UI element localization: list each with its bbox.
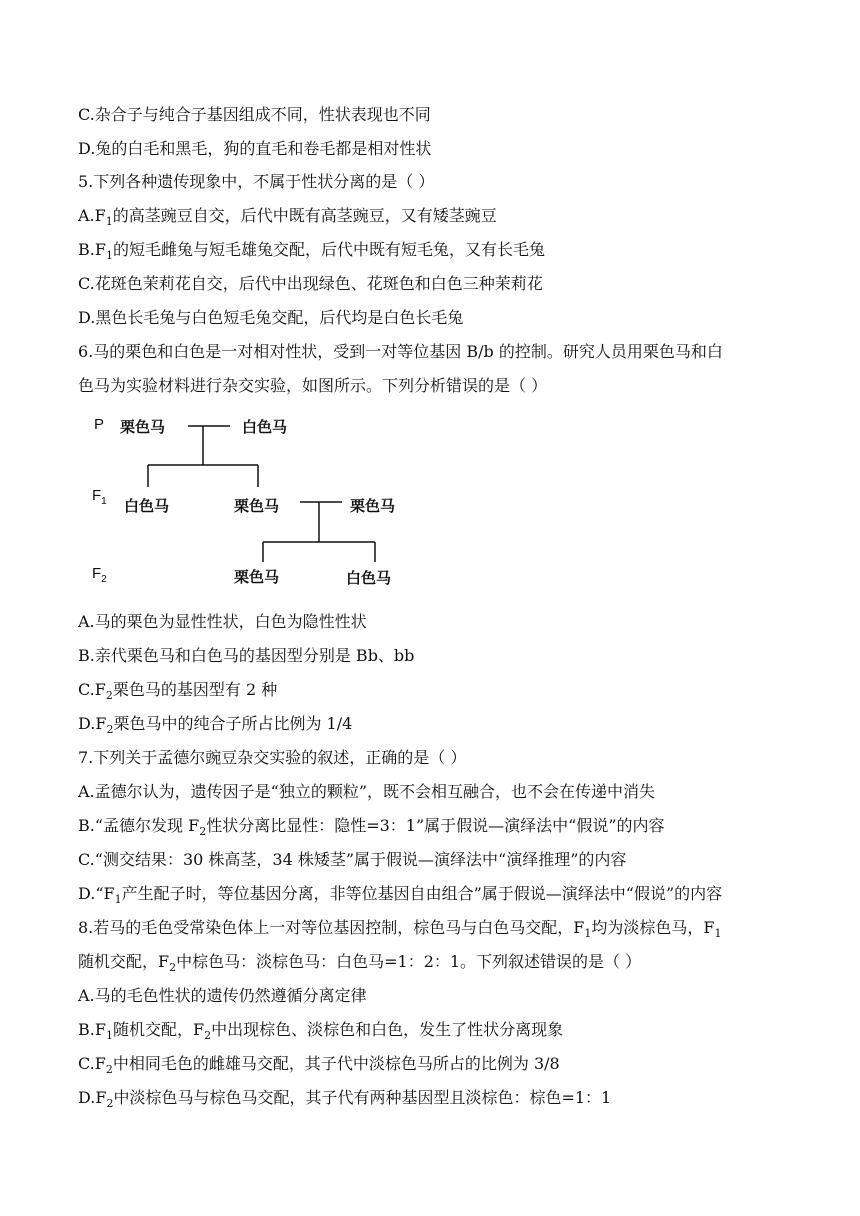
text-segment: A.F: [78, 206, 106, 225]
text-segment: 的高茎豌豆自交，后代中既有高茎豌豆，又有矮茎豌豆: [112, 206, 497, 225]
text-segment: C.花斑色茉莉花自交，后代中出现绿色、花斑色和白色三种茉莉花: [78, 274, 543, 293]
question-6-stem-cont: [78, 376, 547, 396]
generation-f1-label: $F_1$: [92, 487, 107, 507]
f1-white-horse: 白色马: [124, 497, 170, 515]
text-segment: 5.下列各种遗传现象中，不属于性状分离的是（ ）: [78, 172, 435, 191]
text-segment: C.F: [78, 1054, 106, 1073]
option-b: [78, 240, 545, 266]
text-segment: 随机交配，F: [112, 1020, 205, 1039]
text-segment: D.兔的白毛和黑毛，狗的直毛和卷毛都是相对性状: [78, 139, 432, 158]
subscript: 1: [105, 215, 113, 229]
p-white-horse: 白色马: [242, 418, 288, 436]
text-segment: D.F: [78, 714, 107, 733]
text-segment: 的短毛雌兔与短毛雄兔交配，后代中既有短毛兔，又有长毛兔: [112, 240, 545, 259]
text-segment: D.黑色长毛兔与白色短毛兔交配，后代均是白色长毛兔: [78, 308, 464, 327]
text-segment: 8.若马的毛色受常染色体上一对等位基因控制，棕色马与白色马交配，F: [78, 918, 585, 937]
text-segment: 产生配子时，等位基因分离，非等位基因自由组合”属于假说—演绎法中“假说”的内容: [121, 884, 723, 903]
f1-chestnut-horse-mate: 栗色马: [350, 497, 396, 515]
subscript: 1: [105, 249, 113, 263]
text-segment: C.杂合子与纯合子基因组成不同，性状表现也不同: [78, 105, 431, 124]
subscript: 2: [105, 1063, 113, 1077]
question-8-stem: [78, 918, 721, 944]
subscript: 1: [714, 927, 722, 941]
text-segment: 6.马的栗色和白色是一对相对性状，受到一对等位基因 B/b 的控制。研究人员用栗色马和白: [78, 342, 723, 361]
text-segment: C.“测交结果：30 株高茎，34 株矮茎”属于假说—演绎法中“演绎推理”的内容: [78, 850, 627, 869]
subscript: 1: [105, 1029, 113, 1043]
option-a: [78, 612, 367, 632]
text-segment: 栗色马中的纯合子所占比例为 1/4: [113, 714, 353, 733]
question-6-stem: [78, 342, 723, 362]
subscript: 2: [105, 689, 113, 703]
option-d: [78, 308, 463, 328]
subscript: 2: [199, 825, 207, 839]
subscript: 2: [169, 961, 177, 975]
f1-chestnut-horse: 栗色马: [234, 497, 280, 515]
option-a: [78, 782, 655, 802]
option-b: [78, 646, 414, 666]
text-segment: 栗色马的基因型有 2 种: [112, 680, 278, 699]
question-7-stem: [78, 748, 466, 768]
text-segment: 中出现棕色、淡棕色和白色，发生了性状分离现象: [211, 1020, 564, 1039]
option-b: [78, 1020, 563, 1046]
question-5-stem: [78, 172, 434, 192]
text-line: [78, 139, 431, 159]
option-c: [78, 274, 543, 294]
option-a: [78, 206, 497, 232]
option-a: [78, 986, 367, 1006]
text-segment: 均为淡棕色马，F: [591, 918, 715, 937]
subscript: 2: [106, 1097, 114, 1111]
text-segment: D.“F: [78, 884, 115, 903]
text-segment: 随机交配，F: [78, 952, 170, 971]
text-segment: 性状分离比显性：隐性=3：1”属于假说—演绎法中“假说”的内容: [206, 816, 665, 835]
subscript: 2: [106, 723, 114, 737]
p-chestnut-horse: 栗色马: [120, 418, 166, 436]
text-segment: B.F: [78, 240, 106, 259]
text-segment: B.“孟德尔发现 F: [78, 816, 200, 835]
text-segment: D.F: [78, 1088, 107, 1107]
text-segment: 中相同毛色的雌雄马交配，其子代中淡棕色马所占的比例为 3/8: [112, 1054, 560, 1073]
subscript: 1: [114, 893, 122, 907]
option-c: [78, 680, 277, 706]
f2-chestnut-horse: 栗色马: [234, 568, 280, 586]
option-d: [78, 884, 722, 910]
text-segment: B.亲代栗色马和白色马的基因型分别是 Bb、bb: [78, 646, 415, 665]
cross-diagram: [78, 405, 438, 595]
option-c: [78, 850, 626, 870]
generation-f2-label: $F_2$: [92, 565, 107, 585]
text-segment: A.孟德尔认为，遗传因子是“独立的颗粒”，既不会相互融合，也不会在传递中消失: [78, 782, 656, 801]
generation-p-label: P: [94, 416, 105, 433]
option-b: [78, 816, 665, 842]
text-segment: 7.下列关于孟德尔豌豆杂交实验的叙述，正确的是（ ）: [78, 748, 467, 767]
question-8-stem-cont: [78, 952, 641, 978]
option-c: [78, 1054, 560, 1080]
text-segment: A.马的栗色为显性性状，白色为隐性性状: [78, 612, 367, 631]
subscript: 2: [204, 1029, 212, 1043]
text-segment: A.马的毛色性状的遗传仍然遵循分离定律: [78, 986, 367, 1005]
text-segment: B.F: [78, 1020, 106, 1039]
f2-white-horse: 白色马: [346, 569, 392, 587]
text-segment: 中棕色马：淡棕色马：白色马=1：2：1。下列叙述错误的是（ ）: [176, 952, 642, 971]
option-d: [78, 1088, 611, 1114]
subscript: 1: [584, 927, 592, 941]
text-segment: 中淡棕色马与棕色马交配，其子代有两种基因型且淡棕色：棕色=1：1: [113, 1088, 612, 1107]
text-segment: C.F: [78, 680, 106, 699]
text-line: [78, 105, 431, 125]
option-d: [78, 714, 352, 740]
text-segment: 色马为实验材料进行杂交实验，如图所示。下列分析错误的是（ ）: [78, 376, 548, 395]
